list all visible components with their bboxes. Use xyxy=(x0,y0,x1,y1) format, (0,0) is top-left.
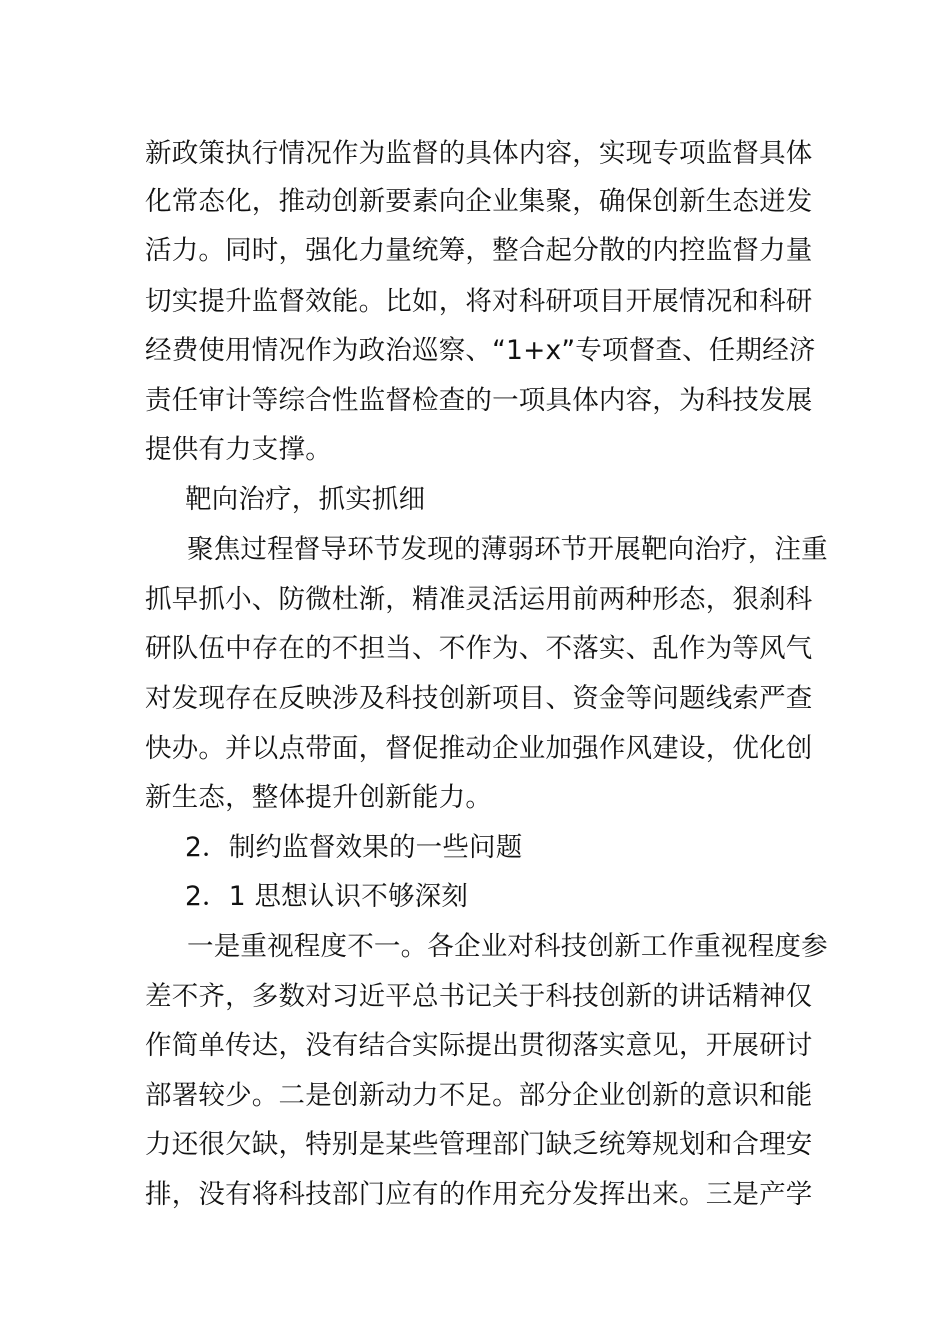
paragraph-1-line-2: 化常态化，推动创新要素向企业集聚，确保创新生态迸发 xyxy=(145,186,813,217)
paragraph-2-line-4: 对发现存在反映涉及科技创新项目、资金等问题线索严查 xyxy=(145,683,813,714)
paragraph-3-line-2: 差不齐，多数对习近平总书记关于科技创新的讲话精神仅 xyxy=(145,981,813,1012)
paragraph-2-line-1: 聚焦过程督导环节发现的薄弱环节开展靶向治疗，注重 xyxy=(187,534,828,565)
section-2-heading: 2．制约监督效果的一些问题 xyxy=(185,832,523,863)
paragraph-3-line-5: 力还很欠缺，特别是某些管理部门缺乏统筹规划和合理安 xyxy=(145,1129,813,1160)
paragraph-1-line-4: 切实提升监督效能。比如，将对科研项目开展情况和科研 xyxy=(145,286,813,317)
paragraph-2-line-3: 研队伍中存在的不担当、不作为、不落实、乱作为等风气 xyxy=(145,633,813,664)
paragraph-3-line-3: 作简单传达，没有结合实际提出贯彻落实意见，开展研讨 xyxy=(145,1030,813,1061)
section-2-1-heading: 2．1 思想认识不够深刻 xyxy=(185,881,469,912)
heading-targeted-treatment: 靶向治疗，抓实抓细 xyxy=(185,484,426,515)
paragraph-2-line-2: 抓早抓小、防微杜渐，精准灵活运用前两种形态，狠刹科 xyxy=(145,584,813,615)
paragraph-1-line-6: 责任审计等综合性监督检查的一项具体内容，为科技发展 xyxy=(145,385,813,416)
paragraph-1-line-7: 提供有力支撑。 xyxy=(145,434,332,465)
paragraph-2-line-5: 快办。并以点带面，督促推动企业加强作风建设，优化创 xyxy=(145,733,813,764)
paragraph-2-line-6: 新生态，整体提升创新能力。 xyxy=(145,782,493,813)
paragraph-1-line-5: 经费使用情况作为政治巡察、“1+x”专项督查、任期经济 xyxy=(145,335,816,366)
paragraph-1-line-1: 新政策执行情况作为监督的具体内容，实现专项监督具体 xyxy=(145,138,813,169)
paragraph-1-line-3: 活力。同时，强化力量统筹，整合起分散的内控监督力量 xyxy=(145,235,813,266)
paragraph-3-line-4: 部署较少。二是创新动力不足。部分企业创新的意识和能 xyxy=(145,1080,813,1111)
paragraph-3-line-1: 一是重视程度不一。各企业对科技创新工作重视程度参 xyxy=(187,931,828,962)
paragraph-3-line-6: 排，没有将科技部门应有的作用充分发挥出来。三是产学 xyxy=(145,1179,813,1210)
